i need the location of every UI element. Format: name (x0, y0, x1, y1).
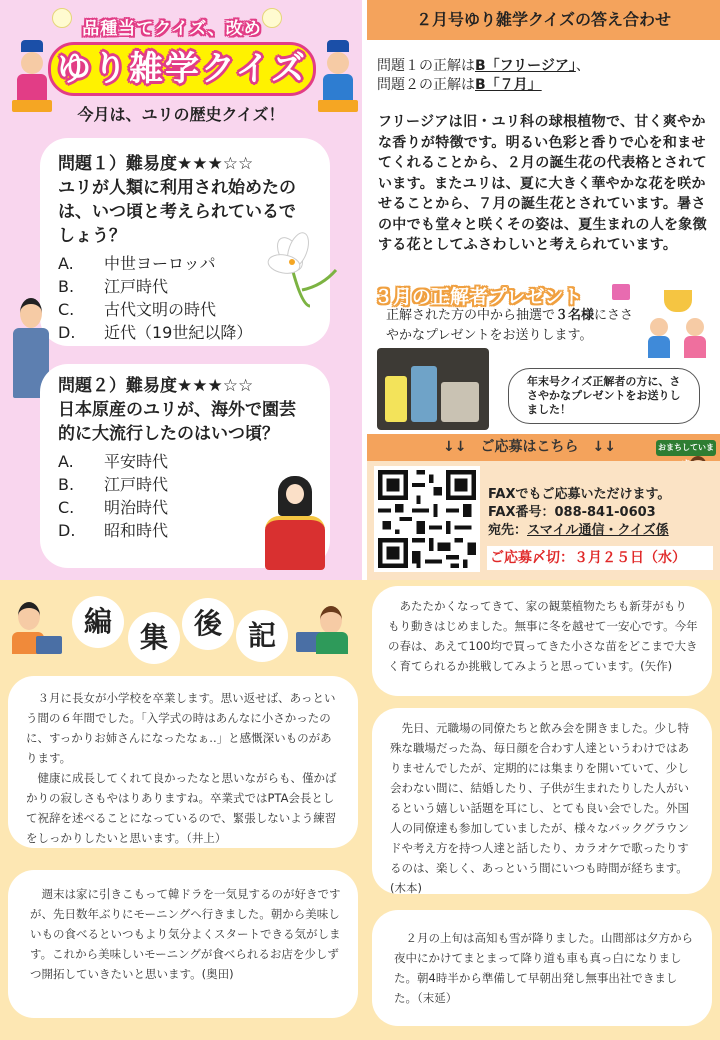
afterword-title-char: 編 (72, 596, 124, 648)
office-worker-illustration (296, 602, 350, 666)
question-1-title: 問題１）難易度★★★☆☆ (58, 154, 254, 174)
apply-bar: ↓↓ ご応募はこちら ↓↓ (367, 434, 720, 461)
afterword-note-inoue: ３月に長女が小学校を卒業します。思い返せば、あっという間の６年間でした。「入学式の時はあんなに小さかったのに、すっかりお姉さんになったなぁ..」と感慨深いものがあります。 健康に成長してくれて良かったなと思いながらも、僅かばかりの寂しさもやはりありますね。卒業式ではPTA会長として祝辞を述べることになっているので、緊張しないよう練習をしっかりしたいと思います。（井上） (8, 676, 358, 848)
afterword-title-char: 集 (128, 612, 180, 664)
option-c: C. 古代文明の時代 (58, 300, 217, 319)
afterword-note-kimoto: 先日、元職場の同僚たちと飲み会を開きました。少し特殊な職場だった為、毎日顔を合わす人達というわけではありませんでしたが、定期的には集まりを開いていて、少し会わない間に、結婚したり、子供が生まれたりした人がいるという嬉しい話題を耳にし、とても良い会でした。外国人の同僚達も参加していましたが、様々なバックグラウンドや考え方を持つ人達と話したり、カラオケで歌ったりするのは、楽しく、あっという間にいつも時間が経ちます。(木本) (372, 708, 712, 894)
waiting-badge: おまちしていま (656, 440, 716, 456)
option-b: B. 江戸時代 (58, 475, 169, 494)
present-speech-bubble: 年末号クイズ正解者の方に、ささやかなプレゼントをお送りしました！ (508, 368, 700, 424)
afterword-title-char: 後 (182, 598, 234, 650)
question-2-title: 問題２）難易度★★★☆☆ (58, 376, 254, 396)
option-a: A. 平安時代 (58, 452, 169, 471)
fax-line: FAXでもご応募いただけます。 (488, 487, 671, 502)
gift-icon (612, 284, 630, 300)
afterword-note-okuda: 週末は家に引きこもって韓ドラを一気見するのが好きですが、先日数年ぶりにモーニングへ行きました。朝から美味しいもの食べるといつもより気分よくスタートできる気がします。これから美味しいモーニングが食べられるお店を少しずつ開拓していきたいと思います。(奥田) (8, 870, 358, 1018)
afterword-note-yahagi: あたたかくなってきて、家の観葉植物たちも新芽がもりもり動きはじめました。無事に冬を越せて一安心です。今年の春は、あえて100均で買ってきた小さな苗をどこまで大きく育てられるか挑戦してみようと思っています。(矢作) (372, 586, 712, 696)
afterword-title-char: 記 (236, 610, 288, 662)
deadline: ご応募〆切：３月２５日（水） (487, 546, 713, 570)
quiz-banner-subtitle: 品種当てクイズ、改め (82, 19, 262, 39)
answers-explanation: フリージアは旧・ユリ科の球根植物で、甘く爽やかな香りが特徴です。明るい色彩と香りで心を和ませてくれることから、２月の誕生花の代表格とされています。またユリは、夏に大きく華やかな花を咲かせることから、７月の誕生花とされています。暑さの中でも堂々と咲くその姿は、夏生まれの人を象徴する花としてふさわしいと考えられています。 (378, 114, 707, 253)
present-title: ３月の正解者プレゼント (374, 286, 583, 308)
quiz-banner-title: ゆり雑学クイズ (48, 42, 316, 96)
option-c: C. 明治時代 (58, 498, 169, 517)
answer-1: B「フリージア」 (475, 58, 576, 74)
present-text: 正解された方の中から抽選で３名様にささやかなプレゼントをお送りします。 (386, 308, 634, 343)
afterword-note-suenobu: ２月の上旬は高知も雪が降りました。山間部は夕方から夜中にかけてまとまって降り道も車も真っ白になりました。朝4時半から準備して早朝出発し無事出社できました。（末延） (372, 910, 712, 1026)
answers-header: ２月号ゆり雑学クイズの答え合わせ (367, 0, 720, 40)
answer-2-line: 問題２の正解はB「７月」 (377, 77, 542, 93)
heian-lady-illustration (262, 476, 328, 570)
office-worker-illustration (12, 602, 62, 666)
lily-flower-icon (262, 228, 342, 308)
option-a: A. 中世ヨーロッパ (58, 254, 216, 273)
option-b: B. 江戸時代 (58, 277, 169, 296)
mail-address: 宛先：スマイル通信・クイズ係 (488, 523, 669, 538)
question-1-text: ユリが人類に利用され始めたのは、いつ頃と考えられているでしょう？ (58, 178, 296, 246)
answer-1-line: 問題１の正解はB「フリージア」、 (377, 58, 590, 74)
quiz-intro: 今月は、ユリの歴史クイズ！ (77, 105, 285, 124)
present-photo (377, 348, 489, 430)
trophy-winners-illustration (646, 282, 712, 362)
qr-code[interactable] (374, 466, 480, 572)
fax-number: FAX番号：088-841-0603 (488, 505, 656, 520)
answer-2: B「７月」 (475, 77, 542, 93)
option-d: D. 近代（19世紀以降） (58, 323, 253, 342)
option-d: D. 昭和時代 (58, 521, 169, 540)
question-2-text: 日本原産のユリが、海外で園芸的に大流行したのはいつ頃？ (58, 400, 296, 444)
